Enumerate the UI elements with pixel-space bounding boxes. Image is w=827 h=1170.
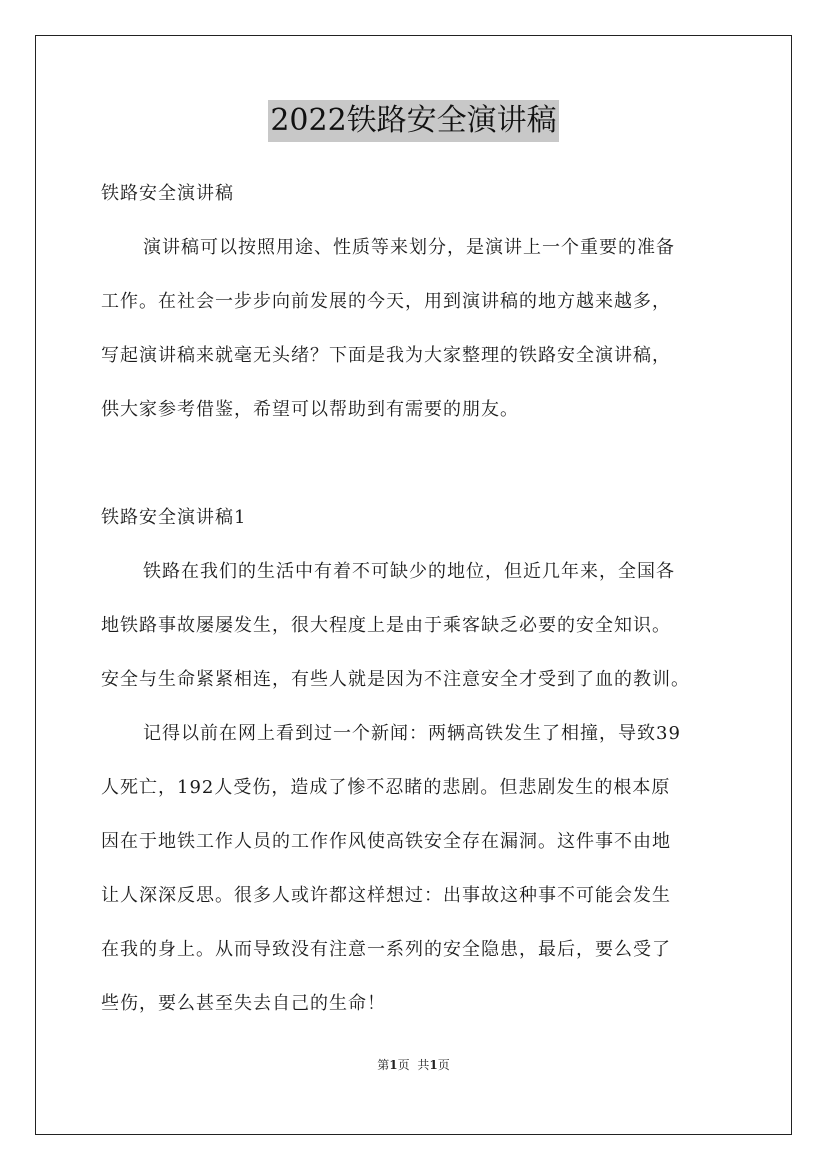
paragraph-line: 在我的身上。从而导致没有注意一系列的安全隐患，最后，要么受了 xyxy=(101,939,671,960)
intro-line: 写起演讲稿来就毫无头绪？下面是我为大家整理的铁路安全演讲稿， xyxy=(101,345,671,366)
paragraph-line: 地铁路事故屡屡发生，很大程度上是由于乘客缺乏必要的安全知识。 xyxy=(101,615,671,636)
page-number: 1 xyxy=(389,1058,398,1072)
paragraph-line: 因在于地铁工作人员的工作作风使高铁安全存在漏洞。这件事不由地 xyxy=(101,831,671,852)
total-prefix: 共 xyxy=(417,1058,430,1072)
total-pages: 1 xyxy=(429,1058,438,1072)
intro-line: 工作。在社会一步步向前发展的今天，用到演讲稿的地方越来越多， xyxy=(101,291,671,312)
paragraph-line: 安全与生命紧紧相连，有些人就是因为不注意安全才受到了血的教训。 xyxy=(101,669,690,690)
page-footer xyxy=(0,1056,827,1073)
section-heading: 铁路安全演讲稿 xyxy=(101,183,234,204)
paragraph-line: 铁路在我们的生活中有着不可缺少的地位，但近几年来，全国各 xyxy=(143,561,675,582)
paragraph-line: 让人深深反思。很多人或许都这样想过：出事故这种事不可能会发生 xyxy=(101,885,671,906)
intro-line: 供大家参考借鉴，希望可以帮助到有需要的朋友。 xyxy=(101,399,519,420)
total-suffix: 页 xyxy=(437,1058,450,1072)
page-prefix: 第 xyxy=(377,1058,390,1072)
paragraph-line: 些伤，要么甚至失去自己的生命！ xyxy=(101,993,386,1014)
paragraph-line: 人死亡，192人受伤，造成了惨不忍睹的悲剧。但悲剧发生的根本原 xyxy=(101,777,671,798)
document-title: 2022铁路安全演讲稿 xyxy=(268,100,558,142)
section-heading: 铁路安全演讲稿1 xyxy=(101,507,247,528)
page-suffix: 页 xyxy=(397,1058,410,1072)
intro-line: 演讲稿可以按照用途、性质等来划分，是演讲上一个重要的准备 xyxy=(143,237,675,258)
title-container xyxy=(0,100,827,142)
paragraph-line: 记得以前在网上看到过一个新闻：两辆高铁发生了相撞，导致39 xyxy=(143,723,681,744)
